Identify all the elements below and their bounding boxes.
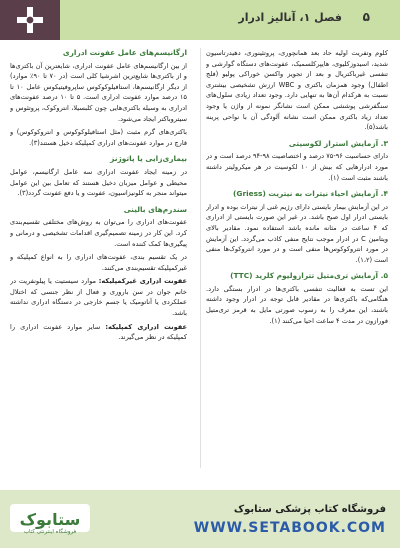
section-title: ۵. آزمایش تری‌متیل تترازولیوم کلرید (TTC) bbox=[230, 271, 388, 281]
page-footer bbox=[0, 490, 400, 548]
section-text: دارای حساسیت ۹۶-۷۵ درصد و اختصاصیت ۹۸-۹۴ درصد است و در مورد ادرارهایی که بیش از ۱۰ لکوسیت در هر میکرولیتر داشته باشند مثبت است (۱). bbox=[206, 152, 388, 182]
section-text: در این آزمایش بیمار بایستی دارای رژیم غنی از نیترات بوده و ادرار بایستی ادرار اول صبح باشد. در غیر این صورت بایستی از ادراری که ۴ ساعت در مثانه مانده باشد استفاده نمود. مقادیر بالای ویتامین C در ادرار موجب نتایج منفی کاذب می‌گردد. این آزمایش در مورد انتروکوکوس‌ها منفی است و در مورد انتروکوک‌ها منفی است (۱،۲). bbox=[206, 202, 388, 264]
chapter-title: فصل ۱، آنالیز ادرار bbox=[238, 11, 342, 24]
definition-uncomplicated bbox=[10, 276, 187, 318]
section-title: بیماری‌زایی یا پاتوژنز bbox=[110, 154, 187, 164]
page-header bbox=[0, 0, 400, 40]
section-title: ارگانیسم‌های عامل عفونت ادراری bbox=[62, 48, 187, 57]
right-column bbox=[206, 48, 388, 488]
section-text: از بین ارگانیسم‌های عامل عفونت ادراری، شایعترین آن باکتری‌ها و از باکتری‌ها شایع‌ترین اشرشیا کلی است (در ۷۰ تا ۹۰٪ موارد) از دیگر ارگانیسم‌ها، استافیلوکوکوس ساپروفیتیکوس عامل ۱۰ تا ۱۵ درصد موارد عفونت ادراری است. ۵ تا ۱۰ درصد عفونت‌های ادراری به وسیله باکتری‌هایی چون کلبسیلا، انتروکوک، پروتئوس و سیتروباکتر ایجاد می‌شود. bbox=[10, 61, 187, 123]
section-title: ۴. آزمایش احیاء نیترات به نیتریت (Griess) bbox=[232, 189, 388, 199]
section-text: عفونت‌های ادراری را می‌توان به روش‌های مختلفی تقسیم‌بندی کرد. این کار در زمینه تصمیم‌گیری اقدامات تشخیصی و درمانی و پیگیری‌ها کمک کننده است. bbox=[10, 218, 187, 248]
cross-emblem-icon bbox=[0, 0, 60, 40]
store-name: فروشگاه کتاب پزشکی ستابوک bbox=[233, 504, 386, 515]
section-text: در زمینه ایجاد عفونت ادراری سه عامل ارگانیسم، عوامل محیطی و عوامل میزبان دخیل هستند که تعامل بین این عوامل میتواند منجر به کلونیزاسیون، عفونت و یا دفع عفونت گردد(۳). bbox=[10, 167, 187, 198]
left-column bbox=[10, 48, 187, 488]
definition-complicated bbox=[10, 322, 187, 343]
section-text: در یک تقسیم بندی، عفونت‌های ادراری را به انواع کمپلیکه و غیرکمپلیکه تقسیم‌بندی می‌کنند. bbox=[10, 253, 187, 272]
definition-text: سایر موارد عفونت ادراری را کمپلیکه در نظر می‌گیرند. bbox=[10, 322, 187, 342]
section-text: این تست به فعالیت تنفسی باکتری‌ها در ادرار بستگی دارد. هنگامی‌که باکتری‌ها در مقادیر قابل توجه در ادرار وجود داشته باشند، این معرف را به رسوب صورتی مایل به قرمز تری‌متیل فورازون در مدت ۴ ساعت احیا می‌کنند (۱). bbox=[206, 284, 388, 325]
definition-text: موارد سیستیت یا پیلونفریت در خانم جوان در سن باروری و فعال از نظر جنسی که اختلال عملکردی یا آناتومیک یا جسم خارجی در دستگاه ادراری نداشته باشد. bbox=[10, 277, 187, 318]
section-title: سندرم‌های بالینی bbox=[123, 204, 187, 214]
definition-lead: عفونت ادراری غیرکمپلیکه: bbox=[98, 277, 187, 286]
section-text: باکتری‌های گرم مثبت (مثل استافیلوکوکوس و انتروکوکوس) و قارچ در موارد عفونت‌های ادراری کمپلیکه دخیل هستند(۳). bbox=[10, 128, 187, 147]
section-title: ۳. آزمایش استراز لکوسیتی bbox=[288, 138, 388, 148]
page-number: ۵ bbox=[362, 10, 370, 24]
column-divider bbox=[200, 48, 201, 468]
svg-text:ستابوک: ستابوک bbox=[19, 510, 81, 529]
definition-lead: عفونت ادراری کمپلیکه: bbox=[105, 322, 187, 331]
store-url-link[interactable]: WWW.SETABOOK.COM bbox=[193, 520, 386, 536]
logo-subtitle: فروشگاه اینترنتی کتاب bbox=[23, 529, 77, 535]
intro-paragraph: کلوم وتفریت اولیه حاد بعد همانچوری، پروتئینوری، دهیدرتاسیون شدید، اسیدوزکلیوی، هایپرکلسمیک، عفونت‌های دستگاه گوارشی و تنفسی غیرباکتریال و بعد از تجویز واکسن خوراکی پولیو (فلج اطفال) وجود همزمان باکتری و WBC ارزش تشخیصی بیشتری نسبت به هرکدام آن‌ها به تنهایی دارد. وجود تعداد زیادی سلول‌های سنگفرشی پوششی ممکن است نشانگر نمونه از واژن یا وجود تعداد زیاد باکتری ممکن است نشانه آلودگی آن با نواحی پرینه باشد(۵). bbox=[206, 49, 388, 132]
